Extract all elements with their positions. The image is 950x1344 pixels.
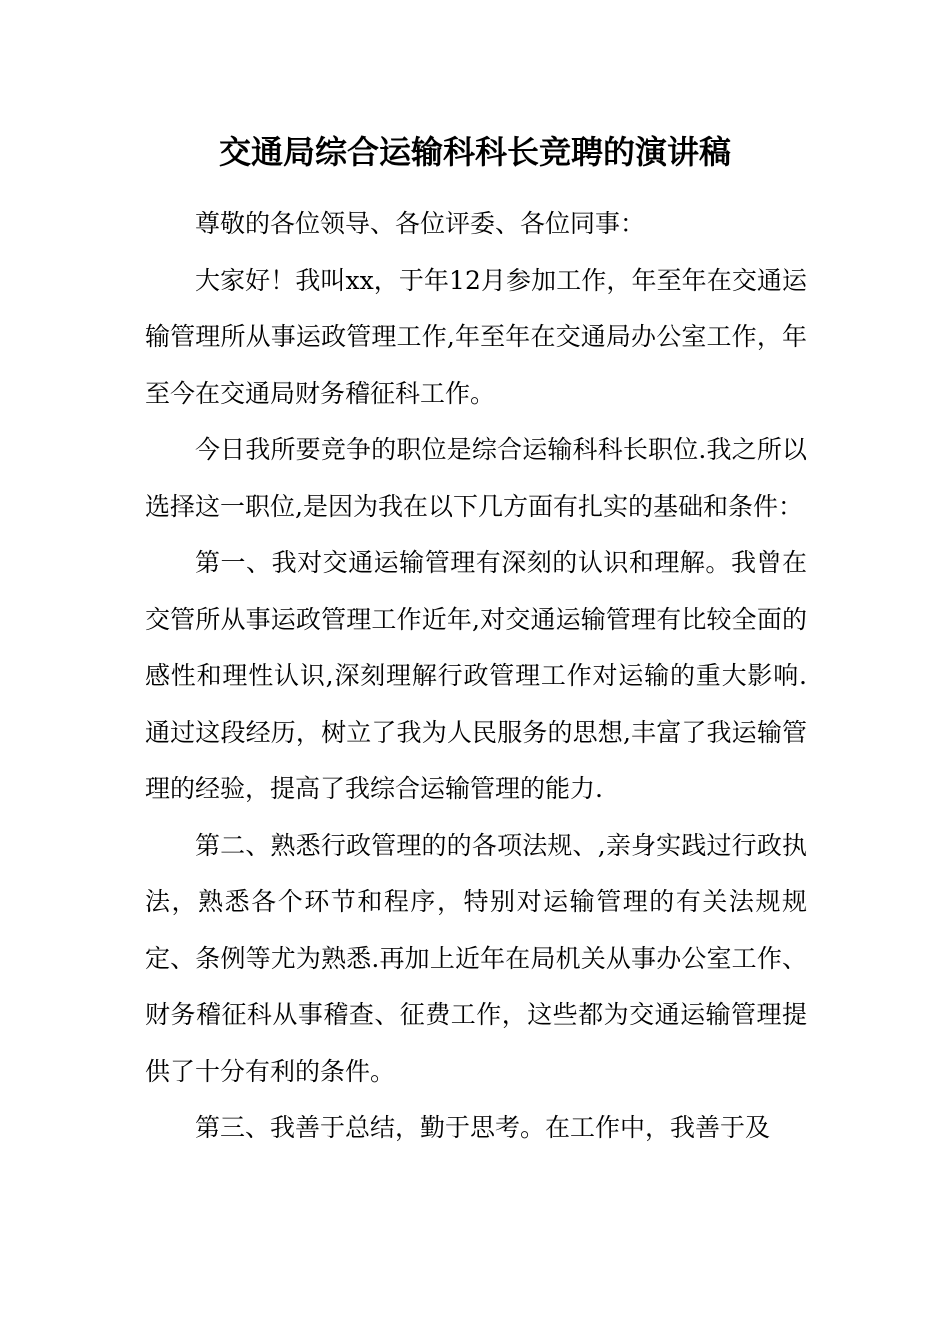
paragraph-second-point: 第二、熟悉行政管理的的各项法规、,亲身实践过行政执法，熟悉各个环节和程序，特别对运输管理的有关法规规定、条例等尤为熟悉.再加上近年在局机关从事办公室工作、财务稽征科从事稽查、征费工作，这些都为交通运输管理提供了十分有利的条件。 [145, 830, 807, 1086]
paragraph-salutation: 尊敬的各位领导、各位评委、各位同事： [195, 209, 646, 238]
paragraph-first-point: 第一、我对交通运输管理有深刻的认识和理解。我曾在交管所从事运政管理工作近年,对交通运输管理有比较全面的感性和理性认识,深刻理解行政管理工作对运输的重大影响.通过这段经历，树立了我为人民服务的思想,丰富了我运输管理的经验，提高了我综合运输管理的能力. [145, 548, 807, 803]
paragraph-introduction: 大家好！我叫xx，于年12月参加工作，年至年在交通运输管理所从事运政管理工作,年至年在交通局办公室工作，年至今在交通局财务稽征科工作。 [145, 265, 807, 408]
document-title: 交通局综合运输科科长竞聘的演讲稿 [218, 133, 731, 171]
paragraph-third-point: 第三、我善于总结，勤于思考。在工作中，我善于及 [195, 1113, 771, 1142]
paragraph-position: 今日我所要竞争的职位是综合运输科科长职位.我之所以选择这一职位,是因为我在以下几方面有扎实的基础和条件： [145, 435, 807, 521]
document-body [145, 196, 807, 1157]
